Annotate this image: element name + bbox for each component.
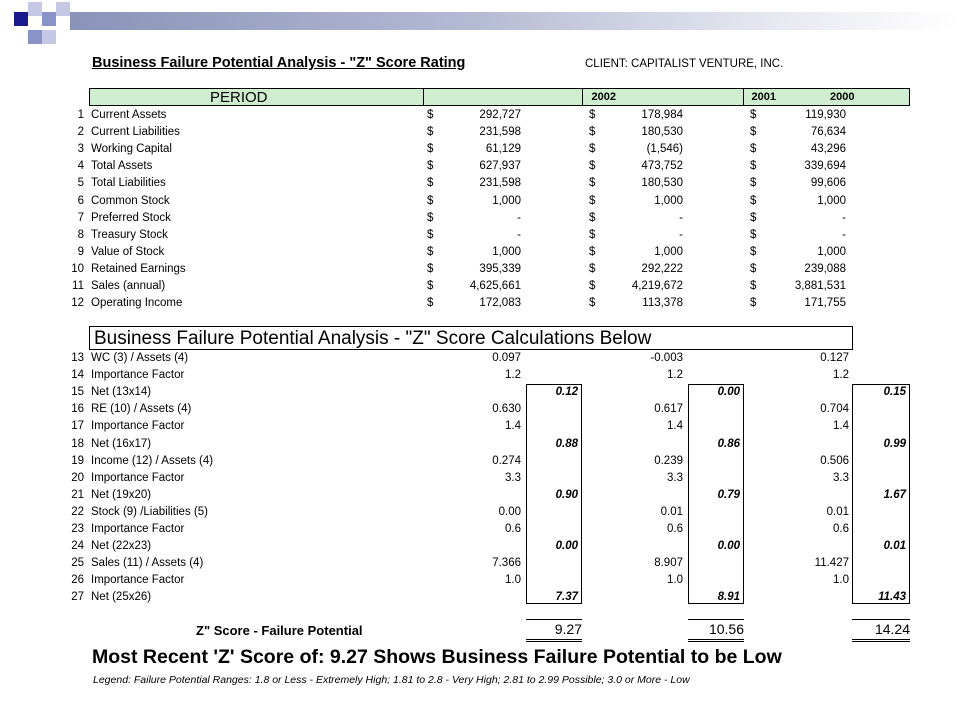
- calc-value: 3.3: [667, 471, 683, 484]
- deco-square-3: [42, 12, 56, 26]
- row-number: 13: [71, 352, 84, 364]
- currency-symbol: $: [589, 280, 596, 292]
- row-value: 1,000: [492, 194, 521, 207]
- calc-row: [0, 470, 960, 487]
- row-number: 3: [77, 143, 84, 156]
- currency-symbol: $: [750, 211, 757, 224]
- row-value: -: [517, 228, 521, 241]
- row-value: 4,219,672: [631, 280, 683, 292]
- row-number: 2: [77, 126, 84, 139]
- calc-value: 8.907: [654, 557, 683, 570]
- row-value: 99,606: [810, 177, 846, 190]
- calc-row: [0, 367, 960, 384]
- row-value: 3,881,531: [794, 280, 846, 292]
- currency-symbol: $: [427, 228, 434, 241]
- row-number: 5: [77, 177, 84, 190]
- currency-symbol: $: [427, 177, 434, 190]
- legend-text: Legend: Failure Potential Ranges: 1.8 or Less - Extremely High; 1.81 to 2.8 - Very High; 2.81 to 2.99 Possible; 3.0 or More - Low: [93, 674, 690, 686]
- calc-value: 0.630: [492, 403, 521, 416]
- calc-value: 3.3: [833, 471, 849, 484]
- row-label: Income (12) / Assets (4): [91, 454, 214, 467]
- row-value: -: [842, 211, 846, 224]
- row-label: Stock (9) /Liabilities (5): [91, 505, 208, 518]
- row-number: 4: [77, 160, 84, 173]
- calc-value: 0.704: [820, 403, 849, 416]
- calc-row: [0, 350, 960, 367]
- calc-value: 0.617: [654, 403, 683, 416]
- calc-value: 0.274: [492, 454, 521, 467]
- calc-value: 0.6: [833, 523, 849, 535]
- currency-symbol: $: [427, 245, 434, 258]
- row-label: Net (19x20): [91, 488, 152, 501]
- currency-symbol: $: [589, 143, 596, 156]
- row-number: 6: [77, 194, 84, 207]
- currency-symbol: $: [750, 126, 757, 139]
- input-row: [0, 124, 960, 141]
- currency-symbol: $: [750, 245, 757, 258]
- calc-value: 1.4: [833, 420, 849, 433]
- currency-symbol: $: [427, 160, 434, 173]
- currency-symbol: $: [589, 160, 596, 173]
- calc-value: 1.0: [505, 574, 521, 587]
- row-label: Sales (annual): [91, 280, 166, 292]
- currency-symbol: $: [589, 245, 596, 258]
- row-label: Net (16x17): [91, 437, 152, 450]
- row-value: 180,530: [641, 126, 683, 139]
- row-value: 178,984: [641, 109, 683, 121]
- row-value: 395,339: [479, 262, 521, 275]
- row-value: 171,755: [804, 297, 846, 310]
- recent-z-score-summary: Most Recent 'Z' Score of: 9.27 Shows Business Failure Potential to be Low: [92, 646, 782, 668]
- period-header: [89, 88, 910, 106]
- row-value: 119,930: [805, 109, 846, 121]
- row-label: Importance Factor: [91, 471, 185, 484]
- row-label: Current Assets: [91, 109, 167, 121]
- row-value: 1,000: [654, 245, 683, 258]
- row-label: Importance Factor: [91, 523, 185, 535]
- calc-value: 1.2: [667, 369, 683, 382]
- row-value: 1,000: [654, 194, 683, 207]
- currency-symbol: $: [750, 109, 757, 121]
- input-row: [0, 261, 960, 278]
- currency-symbol: $: [750, 194, 757, 207]
- row-number: 1: [77, 109, 84, 121]
- row-label: Total Liabilities: [91, 177, 166, 190]
- z-score-2002: 9.27: [526, 619, 582, 642]
- row-value: 231,598: [479, 177, 521, 190]
- net-row: [0, 487, 960, 504]
- calc-value: 1.4: [667, 420, 683, 433]
- net-value: 0.90: [555, 488, 578, 501]
- row-value: -: [517, 211, 521, 224]
- net-row: [0, 538, 960, 555]
- currency-symbol: $: [750, 297, 757, 310]
- calc-value: 0.00: [498, 505, 521, 518]
- row-number: 20: [71, 471, 84, 484]
- currency-symbol: $: [750, 177, 757, 190]
- row-number: 17: [71, 420, 84, 433]
- row-value: 113,378: [642, 297, 683, 310]
- calc-title-box: [89, 326, 853, 350]
- row-label: Retained Earnings: [91, 262, 186, 275]
- row-number: 24: [71, 540, 84, 553]
- calc-value: 0.506: [820, 454, 849, 467]
- calc-value: 1.0: [833, 574, 849, 587]
- currency-symbol: $: [427, 297, 434, 310]
- currency-symbol: $: [427, 262, 434, 275]
- year-2001: 2001: [751, 91, 776, 103]
- row-value: 61,129: [485, 143, 521, 156]
- row-value: 1,000: [817, 194, 846, 207]
- calc-row: [0, 572, 960, 589]
- row-value: 4,625,661: [469, 280, 521, 292]
- net-value: 0.00: [717, 540, 740, 553]
- row-number: 8: [77, 228, 84, 241]
- currency-symbol: $: [750, 262, 757, 275]
- row-label: Net (13x14): [91, 386, 152, 399]
- currency-symbol: $: [589, 211, 596, 224]
- currency-symbol: $: [750, 143, 757, 156]
- z-score-2000: 14.24: [852, 619, 910, 642]
- calc-row: [0, 418, 960, 435]
- net-value: 0.01: [883, 540, 906, 553]
- row-number: 18: [71, 437, 84, 450]
- input-row: [0, 227, 960, 244]
- row-label: Treasury Stock: [91, 228, 168, 241]
- calc-value: -0.003: [650, 352, 683, 364]
- row-number: 21: [71, 488, 84, 501]
- row-value: -: [679, 228, 683, 241]
- row-label: Net (25x26): [91, 591, 152, 604]
- row-value: 1,000: [817, 245, 846, 258]
- input-row: [0, 244, 960, 261]
- input-row: [0, 193, 960, 210]
- currency-symbol: $: [589, 228, 596, 241]
- row-label: WC (3) / Assets (4): [91, 352, 189, 364]
- currency-symbol: $: [427, 109, 434, 121]
- calc-row: [0, 453, 960, 470]
- row-value: 231,598: [479, 126, 521, 139]
- row-number: 7: [77, 211, 84, 224]
- net-value: 0.00: [555, 540, 578, 553]
- input-row: [0, 210, 960, 227]
- row-number: 12: [71, 297, 84, 310]
- calc-row: [0, 504, 960, 521]
- calc-value: 0.127: [820, 352, 849, 364]
- row-value: 239,088: [804, 262, 846, 275]
- row-number: 25: [71, 557, 84, 570]
- row-label: Working Capital: [91, 143, 172, 156]
- net-value: 11.43: [878, 591, 906, 604]
- period-label: PERIOD: [210, 89, 268, 106]
- row-number: 11: [72, 280, 84, 292]
- net-value: 0.86: [717, 437, 740, 450]
- calc-title: Business Failure Potential Analysis - "Z" Score Calculations Below: [94, 328, 652, 349]
- net-row: [0, 384, 960, 401]
- calc-value: 1.0: [667, 574, 683, 587]
- net-row: [0, 589, 960, 606]
- row-label: Importance Factor: [91, 369, 185, 382]
- row-value: 43,296: [810, 143, 846, 156]
- input-row: [0, 107, 960, 124]
- year-2000: 2000: [830, 91, 855, 103]
- net-value: 0.12: [555, 386, 578, 399]
- row-number: 10: [71, 262, 84, 275]
- currency-symbol: $: [589, 297, 596, 310]
- currency-symbol: $: [750, 280, 757, 292]
- net-value: 8.91: [717, 591, 740, 604]
- row-label: Importance Factor: [91, 420, 185, 433]
- year-2002: 2002: [591, 91, 616, 103]
- currency-symbol: $: [589, 262, 596, 275]
- currency-symbol: $: [427, 194, 434, 207]
- net-value: 0.88: [555, 437, 578, 450]
- net-value: 0.79: [717, 488, 740, 501]
- net-value: 0.15: [883, 386, 906, 399]
- client-name: CLIENT: CAPITALIST VENTURE, INC.: [585, 58, 784, 70]
- top-gradient-bar: [70, 12, 960, 30]
- calc-value: 0.6: [505, 523, 521, 535]
- input-row: [0, 141, 960, 158]
- z-score-2001: 10.56: [688, 619, 744, 642]
- row-label: Preferred Stock: [91, 211, 171, 224]
- currency-symbol: $: [589, 109, 596, 121]
- row-label: RE (10) / Assets (4): [91, 403, 192, 416]
- row-number: 22: [71, 505, 84, 518]
- row-value: -: [679, 211, 683, 224]
- currency-symbol: $: [427, 280, 434, 292]
- row-value: 339,694: [804, 160, 846, 173]
- row-value: 180,530: [641, 177, 683, 190]
- row-label: Current Liabilities: [91, 126, 180, 139]
- calc-value: 0.01: [660, 505, 683, 518]
- row-label: Common Stock: [91, 194, 170, 207]
- row-label: Net (22x23): [91, 540, 152, 553]
- row-label: Value of Stock: [91, 245, 165, 258]
- currency-symbol: $: [427, 126, 434, 139]
- calc-value: 7.366: [492, 557, 521, 570]
- calc-row: [0, 555, 960, 572]
- row-number: 16: [71, 403, 84, 416]
- currency-symbol: $: [589, 194, 596, 207]
- input-row: [0, 175, 960, 192]
- row-value: (1,546): [646, 143, 683, 156]
- row-label: Operating Income: [91, 297, 183, 310]
- deco-square-6: [42, 30, 56, 44]
- row-value: 292,222: [641, 262, 683, 275]
- calc-value: 1.4: [505, 420, 521, 433]
- currency-symbol: $: [589, 177, 596, 190]
- row-value: 473,752: [641, 160, 683, 173]
- row-value: 627,937: [479, 160, 521, 173]
- calc-row: [0, 521, 960, 538]
- row-number: 27: [71, 591, 84, 604]
- currency-symbol: $: [589, 126, 596, 139]
- row-label: Sales (11) / Assets (4): [91, 557, 204, 570]
- calc-value: 1.2: [833, 369, 849, 382]
- calc-value: 3.3: [505, 471, 521, 484]
- deco-square-2: [28, 2, 42, 16]
- calc-value: 0.239: [654, 454, 683, 467]
- net-value: 0.00: [717, 386, 740, 399]
- row-value: 76,634: [810, 126, 846, 139]
- input-row: [0, 278, 960, 295]
- row-value: 1,000: [492, 245, 521, 258]
- net-value: 7.37: [555, 591, 578, 604]
- row-number: 19: [71, 454, 84, 467]
- net-row: [0, 436, 960, 453]
- row-number: 23: [71, 523, 84, 535]
- row-number: 14: [71, 369, 84, 382]
- row-label: Importance Factor: [91, 574, 185, 587]
- calc-row: [0, 401, 960, 418]
- calc-value: 0.097: [492, 352, 521, 364]
- deco-square-4: [56, 2, 70, 16]
- net-value: 0.99: [883, 437, 906, 450]
- currency-symbol: $: [750, 160, 757, 173]
- row-value: 292,727: [479, 109, 521, 121]
- row-value: -: [842, 228, 846, 241]
- row-number: 26: [71, 574, 84, 587]
- row-number: 9: [77, 245, 84, 258]
- z-score-label: Z" Score - Failure Potential: [196, 623, 363, 638]
- net-value: 1.67: [883, 488, 906, 501]
- calc-value: 1.2: [505, 369, 521, 382]
- calc-value: 0.6: [667, 523, 683, 535]
- row-number: 15: [71, 386, 84, 399]
- input-row: [0, 158, 960, 175]
- deco-square-5: [28, 30, 42, 44]
- calc-value: 0.01: [826, 505, 849, 518]
- calc-value: 11.427: [814, 557, 849, 570]
- row-value: 172,083: [479, 297, 521, 310]
- deco-square-1: [14, 12, 28, 26]
- input-row: [0, 295, 960, 312]
- row-label: Total Assets: [91, 160, 153, 173]
- currency-symbol: $: [750, 228, 757, 241]
- report-title: Business Failure Potential Analysis - "Z" Score Rating: [92, 55, 466, 71]
- currency-symbol: $: [427, 143, 434, 156]
- currency-symbol: $: [427, 211, 434, 224]
